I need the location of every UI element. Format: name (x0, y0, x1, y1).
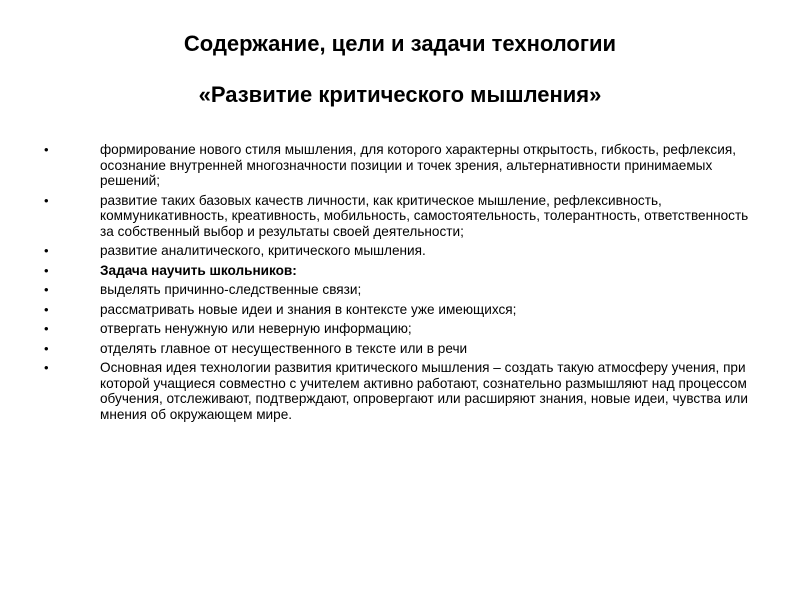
bullet-item (44, 321, 764, 337)
bullet-item (44, 302, 764, 318)
bullet-dot-icon: • (44, 301, 49, 317)
bullet-item (44, 360, 764, 422)
bullet-item (44, 142, 764, 189)
bullet-dot-icon: • (44, 360, 49, 375)
bullet-text: развитие таких базовых качеств личности, как критическое мышление, рефлексивность, коммуникативность, креативность, мобильность, самостоятельность, толерантность, ответственность за собственный выбор и результаты своей деятельности; (100, 192, 749, 239)
bullet-item (44, 193, 764, 240)
bullet-text: выделять причинно-следственные связи; (100, 282, 362, 297)
bullet-item-task-heading (44, 263, 764, 279)
bullet-dot-icon: • (44, 262, 49, 278)
bullet-text: рассматривать новые идеи и знания в контексте уже имеющихся; (100, 301, 517, 317)
bullet-dot-icon: • (44, 340, 49, 356)
bullet-item (44, 243, 764, 259)
bullet-text: развитие аналитического, критического мышления. (100, 243, 426, 258)
bullet-text: формирование нового стиля мышления, для которого характерны открытость, гибкость, рефлексия, осознание внутренней многозначности позиции и точек зрения, альтернативности принимаемых решений; (100, 142, 736, 188)
bullet-dot-icon: • (44, 282, 49, 297)
bullet-dot-icon: • (44, 142, 49, 157)
bullet-text: отделять главное от несущественного в тексте или в речи (100, 340, 468, 356)
title-line-2: «Развитие критического мышления» (198, 82, 602, 107)
bullet-text: Задача научить школьников: (100, 262, 297, 278)
bullet-text: отвергать ненужную или неверную информацию; (100, 321, 412, 336)
bullet-dot-icon: • (44, 243, 49, 258)
bullet-text: Основная идея технологии развития критического мышления – создать такую атмосферу учения, при которой учащиеся совместно с учителем активно работают, сознательно размышляют над процессом обучения, отслеживают, подтверждают, опровергают или расширяют знания, новые идеи, чувства или мнения об окружающем мире. (100, 360, 748, 422)
bullet-list (44, 142, 764, 426)
bullet-dot-icon: • (44, 192, 49, 208)
slide-title (0, 30, 800, 109)
bullet-item (44, 282, 764, 298)
title-line-1: Содержание, цели и задачи технологии (183, 31, 617, 56)
bullet-item (44, 341, 764, 357)
bullet-dot-icon: • (44, 321, 49, 336)
